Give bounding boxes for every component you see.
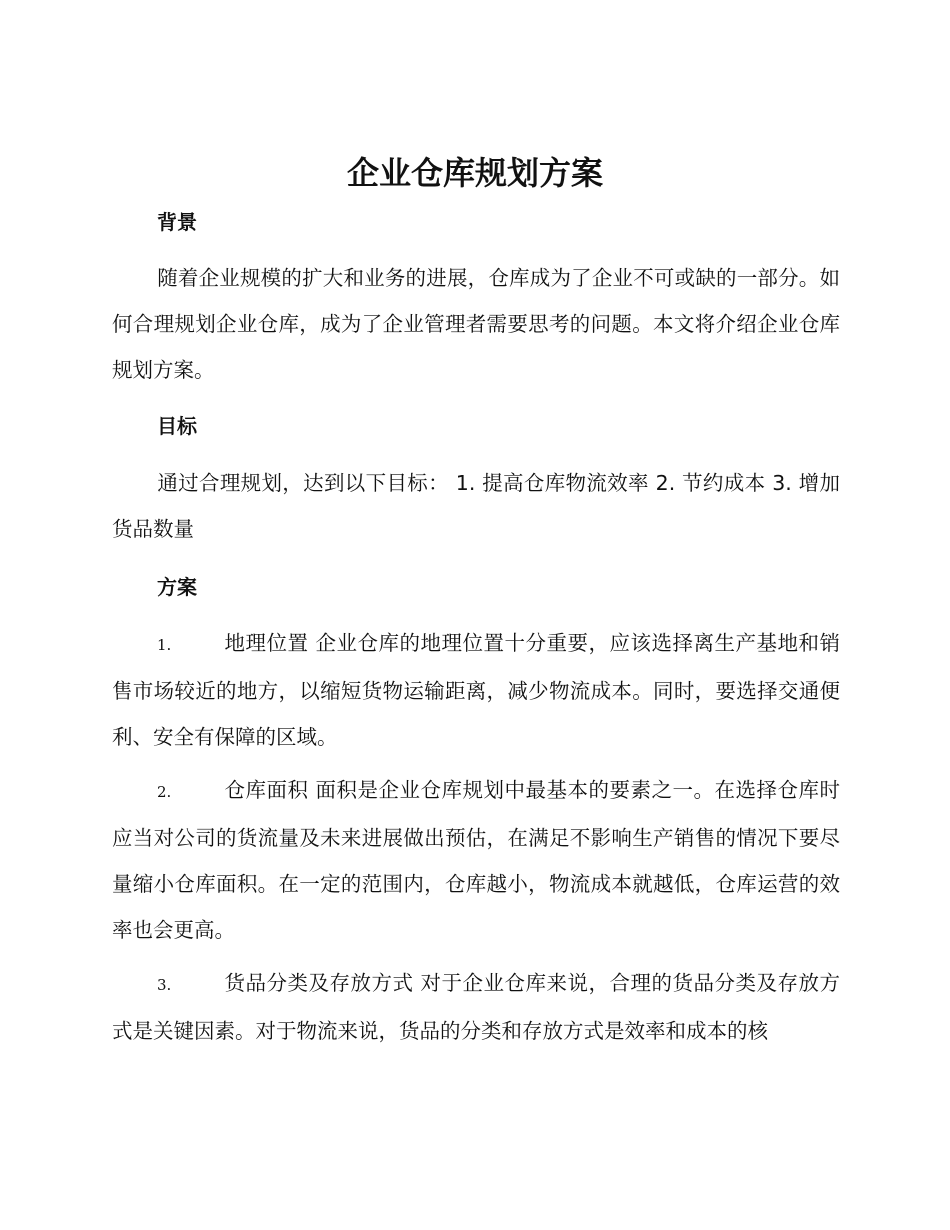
list-item-text: 地理位置 企业仓库的地理位置十分重要，应该选择离生产基地和销售市场较近的地方，以缩短货物运输距离，减少物流成本。同时，要选择交通便利、安全有保障的区域。 <box>112 631 840 749</box>
list-item-number: 1. <box>157 636 172 654</box>
document-title: 企业仓库规划方案 <box>346 154 603 192</box>
list-item-text: 货品分类及存放方式 对于企业仓库来说，合理的货品分类及存放方式是关键因素。对于物流来说，货品的分类和存放方式是效率和成本的核 <box>112 971 840 1043</box>
section-heading-goals: 目标 <box>157 414 197 438</box>
list-item-text: 仓库面积 面积是企业仓库规划中最基本的要素之一。在选择仓库时应当对公司的货流量及未来进展做出预估，在满足不影响生产销售的情况下要尽量缩小仓库面积。在一定的范围内，仓库越小，物流成本就越低，仓库运营的效率也会更高。 <box>112 778 840 942</box>
list-item-number: 2. <box>157 783 172 801</box>
goals-text: 通过合理规划，达到以下目标： 1. 提高仓库物流效率 2. 节约成本 3. 增加货品数量 <box>112 471 840 541</box>
section-heading-background: 背景 <box>157 210 197 234</box>
goals-paragraph <box>112 460 840 552</box>
section-heading-plan: 方案 <box>157 575 197 599</box>
plan-list-item <box>112 767 840 953</box>
background-paragraph <box>112 255 840 393</box>
background-text: 随着企业规模的扩大和业务的进展，仓库成为了企业不可或缺的一部分。如何合理规划企业仓库，成为了企业管理者需要思考的问题。本文将介绍企业仓库规划方案。 <box>112 266 840 382</box>
plan-list-item <box>112 960 840 1054</box>
plan-list-item <box>112 620 840 760</box>
list-item-number: 3. <box>157 976 172 994</box>
